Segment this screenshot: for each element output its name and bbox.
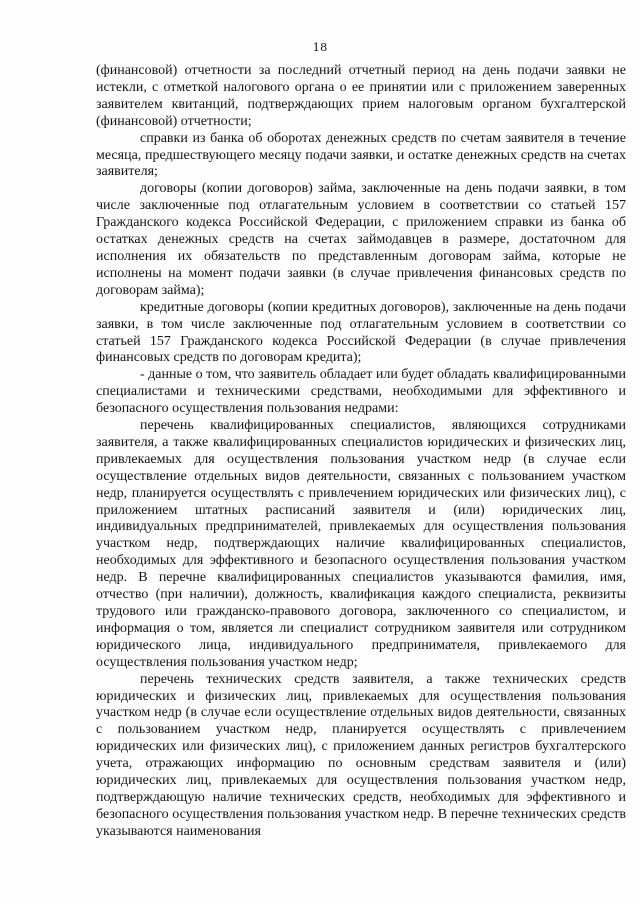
paragraph-specialists-intro: - данные о том, что заявитель обладает или будет обладать квалифицированными специалистами и техническими средствами, необходимыми для эффективного и безопасного осуществления пользования недрами: <box>96 367 626 417</box>
document-body <box>96 63 626 841</box>
paragraph-financial-statements: (финансовой) отчетности за последний отчетный период на день подачи заявки не истекли, с отметкой налогового органа о ее принятии или с приложением заверенных заявителем квитанций, подтверждающих прием налоговым органом бухгалтерской (финансовой) отчетности; <box>96 63 626 129</box>
page-number: 18 <box>312 40 328 54</box>
paragraph-bank-statements: справки из банка об оборотах денежных средств по счетам заявителя в течение месяца, предшествующего месяцу подачи заявки, и остатке денежных средств на счетах заявителя; <box>96 130 626 180</box>
paragraph-technical-means: перечень технических средств заявителя, а также технических средств юридических и физических лиц, привлекаемых для осуществления пользования участком недр (в случае если осуществление отдельных видов деятельности, связанных с пользованием участком недр, планируется осуществлять с привлечением юридических или физических лиц), с приложением данных регистров бухгалтерского учета, отражающих информацию по основным средствам заявителя и (или) юридических лиц, привлекаемых для осуществления пользования участком недр, подтверждающую наличие технических средств, необходимых для эффективного и безопасного осуществления пользования участком недр. В перечне технических средств указываются наименования <box>96 671 626 839</box>
paragraph-specialists-list: перечень квалифицированных специалистов, являющихся сотрудниками заявителя, а также квалифицированных специалистов юридических и физических лиц, привлекаемых для осуществления пользования участком недр (в случае если осуществление отдельных видов деятельности, связанных с пользованием участком недр, планируется осуществлять с привлечением юридических или физических лиц), с приложением штатных расписаний заявителя и (или) юридических лиц, индивидуальных предпринимателей, привлекаемых для осуществления пользования участком недр, подтверждающих наличие квалифицированных специалистов, необходимых для эффективного и безопасного осуществления пользования участком недр. В перечне квалифицированных специалистов указываются фамилия, имя, отчество (при наличии), должность, квалификация каждого специалиста, реквизиты трудового или гражданско-правового договора, заключенного со специалистом, и информация о том, является ли специалист сотрудником заявителя или сотрудником юридического лица, индивидуального предпринимателя, привлекаемого для осуществления пользования участком недр; <box>96 418 626 670</box>
paragraph-loan-agreements: договоры (копии договоров) займа, заключенные на день подачи заявки, в том числе заключенные под отлагательным условием в соответствии со статьей 157 Гражданского кодекса Российской Федерации, с приложением справки из банка об остатках денежных средств на счетах займодавцев в размере, достаточном для исполнения их обязательств по представленным договорам займа, которые не исполнены на момент подачи заявки (в случае привлечения финансовых средств по договорам займа); <box>96 181 626 298</box>
paragraph-credit-agreements: кредитные договоры (копии кредитных договоров), заключенные на день подачи заявки, в том числе заключенные под отлагательным условием в соответствии со статьей 157 Гражданского кодекса Российской Федерации (в случае привлечения финансовых средств по договорам кредита); <box>96 299 626 366</box>
